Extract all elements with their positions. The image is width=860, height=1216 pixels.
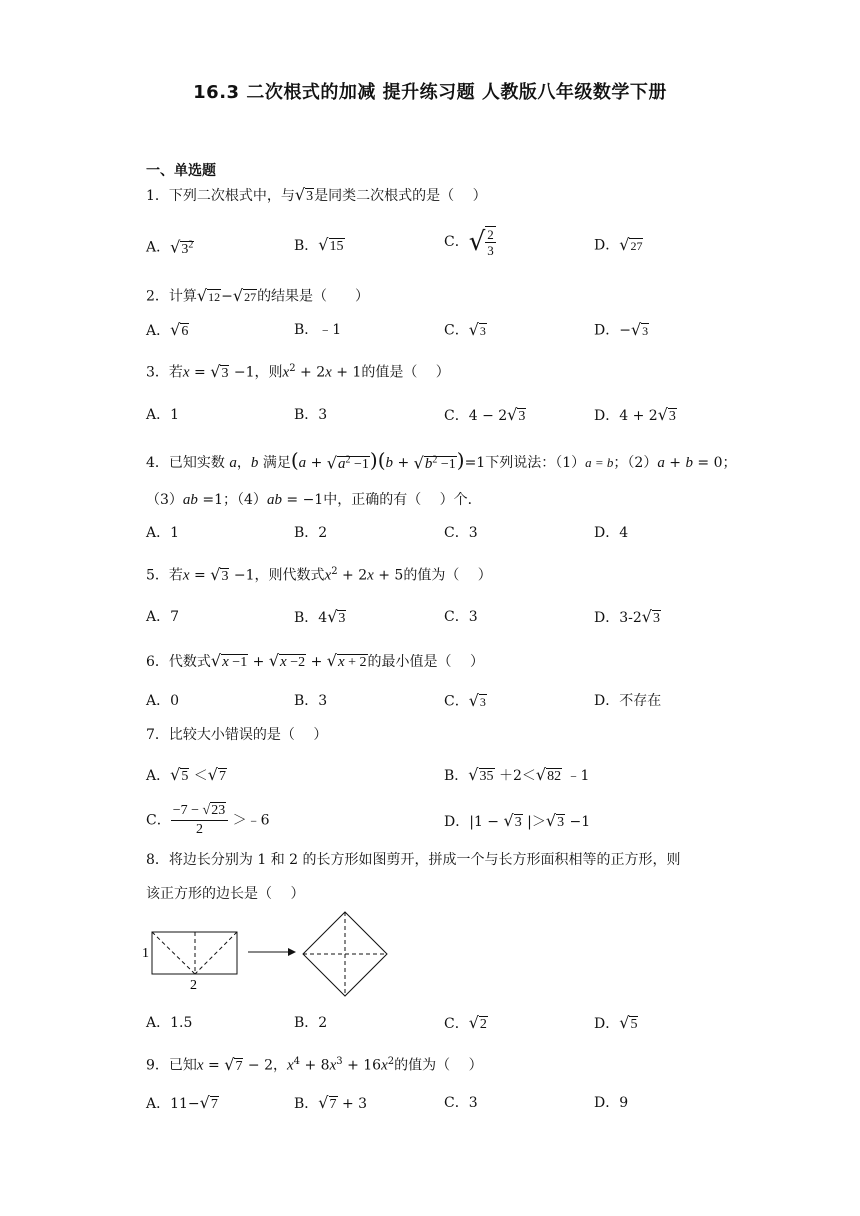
question-4: 4．已知实数 a，b 满足$(a + √a^2 -1)(b + √b^2 -1)=1$下列说法：（1）a = b；（2）a + b = 0； xyxy=(146,448,737,473)
rectangle-diagram xyxy=(142,932,237,993)
question-4-line-2: （3）ab =1；（4）ab = −1中，正确的有（ ）个． xyxy=(146,492,482,508)
q8-option-b[interactable]: B．2 xyxy=(294,1015,328,1031)
square-diagram xyxy=(303,912,387,996)
question-2: 2．计算√12−√27的结果是（ ） xyxy=(146,286,370,305)
q9-option-b[interactable]: B．√7 + 3 xyxy=(294,1093,368,1112)
q8-option-d[interactable]: D．√5 xyxy=(594,1013,638,1032)
q6-option-c[interactable]: C．√3 xyxy=(444,691,486,710)
q5-option-b[interactable]: B．4√3 xyxy=(294,607,346,626)
q5-option-c[interactable]: C．3 xyxy=(444,609,478,625)
question-3: 3．若x = √3 −1，则$x^2 + 2x + 1$的值是（ ） xyxy=(146,361,450,381)
q7-option-d[interactable]: D．|1 − √3 |＞√3 −1 xyxy=(444,811,591,830)
q1-option-c[interactable]: C．√ $\frac{2}{3}$ xyxy=(444,227,494,258)
q3-option-a[interactable]: A．1 xyxy=(146,407,180,423)
q3-option-c[interactable]: C．4 − 2√3 xyxy=(444,405,526,424)
question-8: 8．将边长分别为 1 和 2 的长方形如图剪开，拼成一个与长方形面积相等的正方形，则 xyxy=(146,852,681,868)
q7-option-b[interactable]: B．√35 ＋2＜√82 ﹣1 xyxy=(444,765,590,784)
q2-option-d[interactable]: D．−√3 xyxy=(594,320,649,339)
question-1: 1．下列二次根式中，与√3是同类二次根式的是（ ） xyxy=(146,185,487,204)
q1-option-a[interactable]: A．$√3^2$ xyxy=(146,237,194,257)
q1-option-d[interactable]: D．√27 xyxy=(594,235,643,254)
q4-option-d[interactable]: D．4 xyxy=(594,525,629,541)
question-7: 7．比较大小错误的是（ ） xyxy=(146,727,328,743)
page-title: 16.3 二次根式的加减 提升练习题 人教版八年级数学下册 xyxy=(193,82,667,103)
q5-option-d[interactable]: D．3-2√3 xyxy=(594,607,660,626)
q5-option-a[interactable]: A．7 xyxy=(146,609,180,625)
q9-option-a[interactable]: A．11−√7 xyxy=(146,1093,218,1112)
question-6: 6．代数式√x −1 + √x −2 + √x + 2的最小值是（ ） xyxy=(146,651,484,670)
figure-label-height: 1 xyxy=(142,946,149,961)
q9-option-c[interactable]: C．3 xyxy=(444,1095,478,1111)
q6-option-b[interactable]: B．3 xyxy=(294,693,328,709)
q8-option-c[interactable]: C．√2 xyxy=(444,1013,487,1032)
q9-option-d[interactable]: D．9 xyxy=(594,1095,629,1111)
q4-option-b[interactable]: B．2 xyxy=(294,525,328,541)
question-5: 5．若x = √3 −1，则代数式$x^2 + 2x + 5$的值为（ ） xyxy=(146,564,492,584)
q3-option-d[interactable]: D．4 + 2√3 xyxy=(594,405,676,424)
question-8-line-2: 该正方形的边长是（ ） xyxy=(146,886,305,902)
q2-option-b[interactable]: B．﹣1 xyxy=(294,322,342,338)
q2-option-c[interactable]: C．√3 xyxy=(444,320,486,339)
section-heading: 一、单选题 xyxy=(146,163,216,179)
question-9: 9．已知x = √7 − 2，$x^4 + 8x^3 + 16x^2$的值为（ ） xyxy=(146,1054,483,1074)
q4-option-c[interactable]: C．3 xyxy=(444,525,478,541)
q7-option-a[interactable]: A．√5 ＜√7 xyxy=(146,765,226,784)
q4-option-a[interactable]: A．1 xyxy=(146,525,180,541)
rectangle-to-square-figure xyxy=(140,905,400,1005)
figure-label-width: 2 xyxy=(190,978,197,993)
q1-option-b[interactable]: B．√15 xyxy=(294,235,344,254)
q3-option-b[interactable]: B．3 xyxy=(294,407,328,423)
q6-option-a[interactable]: A．0 xyxy=(146,693,180,709)
q6-option-d[interactable]: D．不存在 xyxy=(594,693,662,709)
q7-option-c[interactable]: C． $\frac{-7 - √23}{2}$ ＞﹣6 xyxy=(146,803,270,838)
arrow xyxy=(248,948,296,956)
q2-option-a[interactable]: A．√6 xyxy=(146,320,189,339)
q8-option-a[interactable]: A．1.5 xyxy=(146,1015,193,1031)
